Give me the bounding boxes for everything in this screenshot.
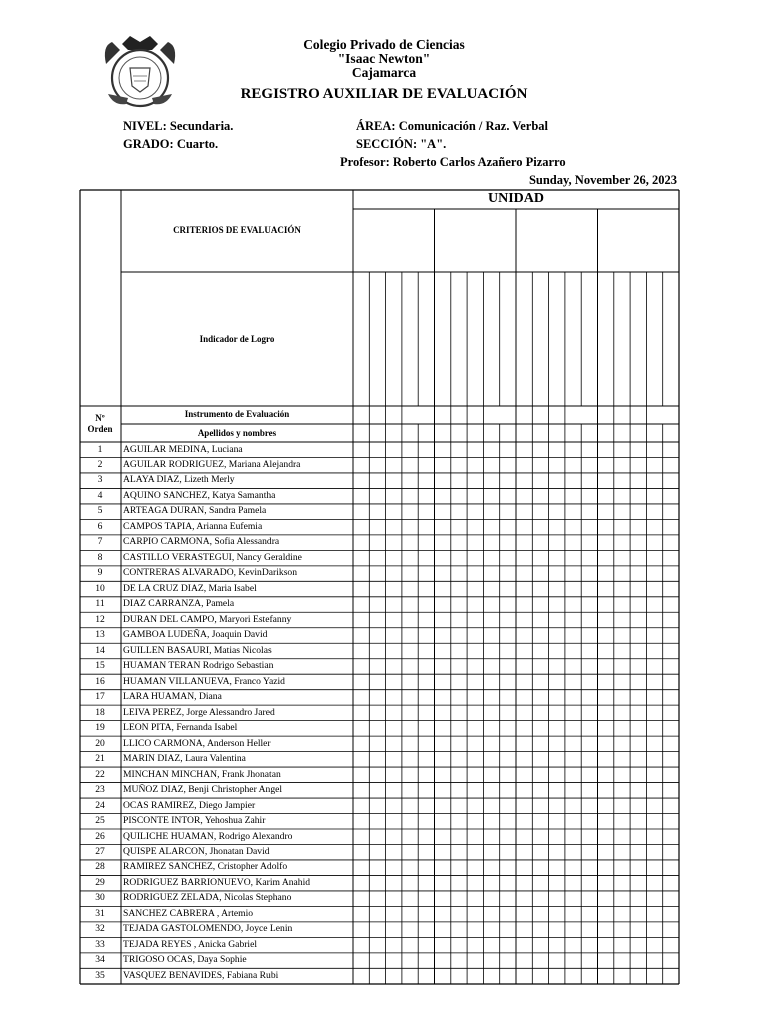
school-name: Colegio Privado de Ciencias	[303, 37, 465, 52]
unidad-header: UNIDAD	[488, 191, 544, 206]
student-number: 33	[95, 938, 105, 950]
area-field: ÁREA: Comunicación / Raz. Verbal	[356, 119, 549, 133]
student-number: 7	[97, 536, 103, 548]
student-name: TEJADA REYES , Anicka Gabriel	[123, 938, 258, 950]
student-name: DE LA CRUZ DIAZ, Maria Isabel	[123, 582, 257, 594]
student-number: 19	[95, 722, 105, 734]
student-name: SANCHEZ CABRERA , Artemio	[123, 907, 254, 919]
student-number: 35	[95, 969, 105, 981]
student-name: DIAZ CARRANZA, Pamela	[123, 598, 235, 610]
student-name: CARPIO CARMONA, Sofia Alessandra	[123, 536, 280, 548]
student-number: 27	[95, 845, 105, 857]
student-name: ALAYA DIAZ, Lizeth Merly	[123, 474, 235, 486]
student-number: 23	[95, 784, 105, 796]
student-number: 4	[97, 489, 103, 501]
student-name: DURAN DEL CAMPO, Maryori Estefanny	[123, 613, 292, 625]
nivel-field: NIVEL: Secundaria.	[123, 119, 234, 133]
student-number: 21	[95, 753, 105, 765]
grado-field: GRADO: Cuarto.	[123, 137, 219, 151]
student-name: LARA HUAMAN, Diana	[123, 691, 222, 703]
student-name: AGUILAR MEDINA, Luciana	[123, 443, 243, 455]
student-name: HUAMAN TERAN Rodrigo Sebastian	[123, 660, 274, 672]
student-number: 12	[95, 613, 105, 625]
student-number: 32	[95, 923, 105, 935]
document-title: REGISTRO AUXILIAR DE EVALUACIÓN	[240, 86, 528, 102]
student-number: 28	[95, 861, 105, 873]
student-number: 17	[95, 691, 105, 703]
student-number: 8	[97, 551, 103, 563]
student-name: OCAS RAMIREZ, Diego Jampier	[123, 799, 256, 811]
student-number: 20	[95, 737, 105, 749]
student-name: PISCONTE INTOR, Yehoshua Zahir	[123, 815, 266, 827]
apellidos-header: Apellidos y nombres	[197, 428, 277, 438]
student-number: 6	[97, 520, 103, 532]
student-number: 9	[97, 567, 103, 579]
student-name: QUISPE ALARCON, Jhonatan David	[123, 845, 270, 857]
student-name: GAMBOA LUDEÑA, Joaquin David	[123, 629, 268, 641]
student-name: RAMIREZ SANCHEZ, Cristopher Adolfo	[123, 861, 288, 873]
student-name: LEIVA PEREZ, Jorge Alessandro Jared	[123, 706, 275, 718]
student-name: LLICO CARMONA, Anderson Heller	[123, 737, 271, 749]
student-number: 30	[95, 892, 105, 904]
student-number: 11	[95, 598, 105, 610]
student-name: LEON PITA, Fernanda Isabel	[123, 722, 238, 734]
indicador-header: Indicador de Logro	[199, 334, 275, 344]
student-number: 13	[95, 629, 105, 641]
student-name: TRIGOSO OCAS, Daya Sophie	[123, 954, 247, 966]
student-name: CASTILLO VERASTEGUI, Nancy Geraldine	[123, 551, 302, 563]
criterios-header: CRITERIOS DE EVALUACIÓN	[173, 225, 301, 235]
student-number: 26	[95, 830, 105, 842]
instrumento-header: Instrumento de Evaluación	[184, 409, 290, 419]
student-number: 15	[95, 660, 105, 672]
student-name: MARIN DIAZ, Laura Valentina	[123, 753, 246, 765]
student-number: 16	[95, 675, 105, 687]
student-name: ARTEAGA DURAN, Sandra Pamela	[123, 505, 267, 517]
student-number: 14	[95, 644, 105, 656]
student-number: 24	[95, 799, 105, 811]
seccion-field: SECCIÓN: "A".	[356, 137, 447, 151]
student-name: AQUINO SANCHEZ, Katya Samantha	[123, 489, 276, 501]
student-name: HUAMAN VILLANUEVA, Franco Yazid	[123, 675, 285, 687]
student-name: AGUILAR RODRIGUEZ, Mariana Alejandra	[123, 458, 301, 470]
student-number: 31	[95, 907, 105, 919]
profesor-field: Profesor: Roberto Carlos Azañero Pizarro	[340, 155, 566, 169]
student-name: CONTRERAS ALVARADO, KevinDarikson	[123, 567, 298, 579]
student-number: 22	[95, 768, 105, 780]
student-number: 3	[97, 474, 103, 486]
student-name: TEJADA GASTOLOMENDO, Joyce Lenin	[123, 923, 293, 935]
student-name: RODRIGUEZ BARRIONUEVO, Karim Anahid	[123, 876, 311, 888]
student-name: MUÑOZ DIAZ, Benji Christopher Angel	[123, 784, 283, 796]
student-number: 34	[95, 954, 105, 966]
student-name: GUILLEN BASAURI, Matias Nicolas	[123, 644, 272, 656]
student-number: 1	[97, 443, 103, 455]
date-field: Sunday, November 26, 2023	[528, 173, 677, 187]
student-number: 29	[95, 876, 105, 888]
orden-header-label: Orden	[87, 424, 113, 434]
school-name-quoted: "Isaac Newton"	[337, 51, 431, 66]
student-number: 2	[97, 458, 103, 470]
student-name: MINCHAN MINCHAN, Frank Jhonatan	[123, 768, 281, 780]
student-number: 18	[95, 706, 105, 718]
school-city: Cajamarca	[351, 65, 417, 80]
student-number: 10	[95, 582, 105, 594]
student-name: RODRIGUEZ ZELADA, Nicolas Stephano	[123, 892, 292, 904]
student-name: CAMPOS TAPIA, Arianna Eufemia	[123, 520, 263, 532]
student-name: VASQUEZ BENAVIDES, Fabiana Rubi	[123, 969, 279, 981]
student-name: QUILICHE HUAMAN, Rodrigo Alexandro	[123, 830, 293, 842]
orden-header-symbol: Nº	[95, 413, 105, 423]
student-number: 25	[95, 815, 105, 827]
student-number: 5	[97, 505, 103, 517]
